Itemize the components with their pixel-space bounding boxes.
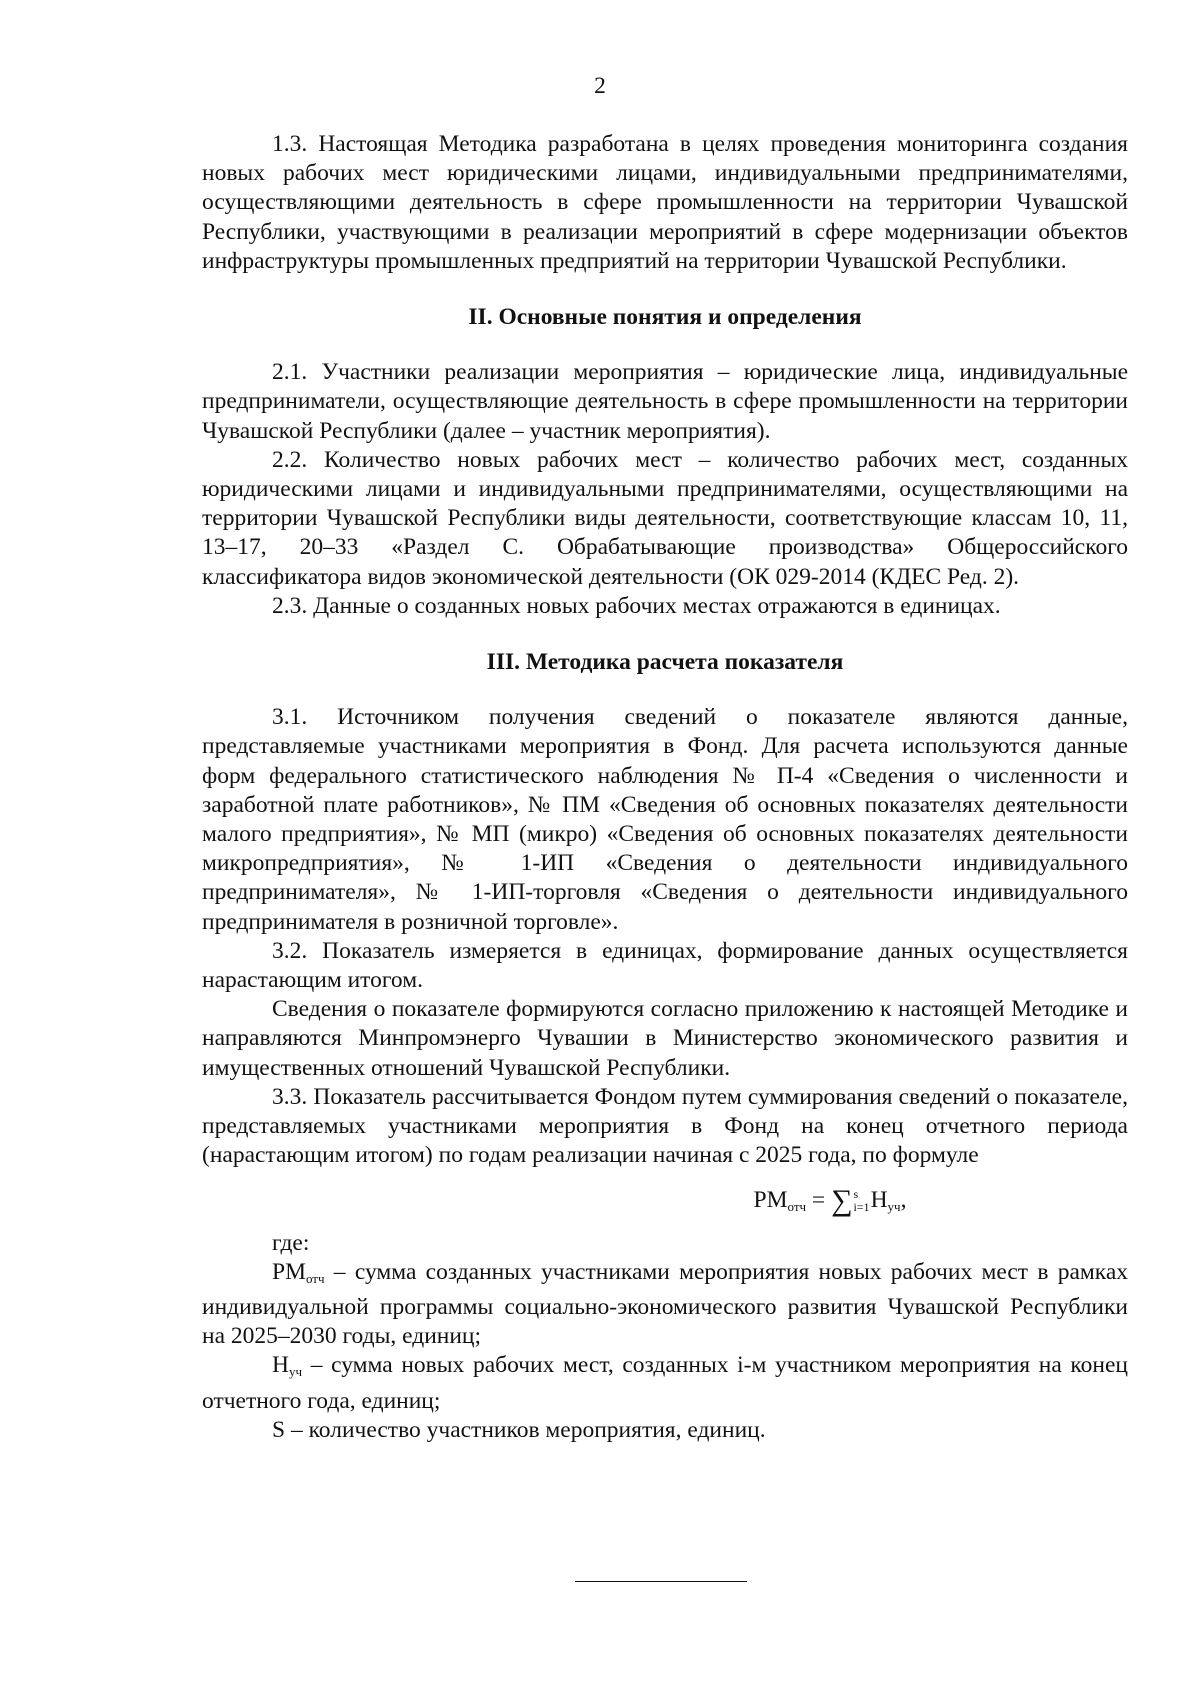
paragraph-3-1: 3.1. Источником получения сведений о показателе являются данные, представляемые участниками мероприятия в Фонд. Для расчета используются данные форм федерального статистического наблюдения № П-4 «Сведения о численности и заработной плате работников», № ПМ «Сведения об основных показателях деятельности малого предприятия», № МП (микро) «Сведения об основных показателях деятельности микропредприятия», № 1-ИП «Сведения о деятельности индивидуального предпринимателя», № 1-ИП-торговля «Сведения о деятельности индивидуального предпринимателя в розничной торговле». — [202, 704, 1128, 935]
formula-rhs-subscript: уч — [887, 1198, 901, 1214]
formula-lhs: РМ — [753, 1186, 788, 1213]
definition-n-symbol: Н — [272, 1352, 289, 1379]
section-2-heading: II. Основные понятия и определения — [468, 304, 862, 331]
end-rule — [575, 1581, 747, 1582]
formula-equals: = — [806, 1186, 832, 1213]
section-3-heading: III. Методика расчета показателя — [486, 649, 844, 676]
formula-sum-limits — [853, 1188, 869, 1214]
formula-lower-limit: i=1 — [853, 1200, 870, 1215]
paragraph-3-2-info: Сведения о показателе формируются согласно приложению к настоящей Методике и направляются Минпромэнерго Чувашии в Министерство экономического развития и имущественных отношений Чувашской Республики. — [202, 996, 1128, 1081]
formula-rhs: Н — [870, 1186, 888, 1213]
paragraph-2-3: 2.3. Данные о созданных новых рабочих местах отражаются в единицах. — [272, 592, 1001, 619]
paragraph-3-2: 3.2. Показатель измеряется в единицах, формирование данных осуществляется нарастающим итогом. — [202, 937, 1128, 994]
definition-rm-subscript: отч — [305, 1270, 325, 1286]
paragraph-2-1: 2.1. Участники реализации мероприятия – юридические лица, индивидуальные предприниматели, осуществляющие деятельность в сфере промышленности на территории Чувашской Республики (далее – участник мероприятия). — [202, 359, 1128, 444]
definition-s: S – количество участников мероприятия, единиц. — [272, 1416, 766, 1443]
formula-tail: , — [900, 1186, 907, 1213]
where-label: где: — [272, 1229, 310, 1256]
formula — [202, 1179, 1128, 1221]
formula-upper-limit: s — [853, 1187, 859, 1202]
page-number: 2 — [594, 73, 606, 99]
document-body — [202, 130, 1128, 1445]
definition-n-subscript: уч — [288, 1364, 303, 1380]
paragraph-3-3: 3.3. Показатель рассчитывается Фондом путем суммирования сведений о показателе, представляемых участниками мероприятия в Фонд на конец отчетного периода (нарастающим итогом) по годам реализации начиная с 2025 года, по формуле — [202, 1083, 1128, 1169]
definition-rm-text: – сумма созданных участниками мероприятия новых рабочих мест в рамках индивидуальной программы социально-экономического развития Чувашской Республики на 2025–2030 годы, единиц; — [202, 1258, 1128, 1350]
paragraph-1-3: 1.3. Настоящая Методика разработана в целях проведения мониторинга создания новых рабочих мест юридическими лицами, индивидуальными предпринимателями, осуществляющими деятельность в сфере промышленности на территории Чувашской Республики, участвующими в реализации мероприятий в сфере модернизации объектов инфраструктуры промышленных предприятий на территории Чувашской Республики. — [202, 131, 1128, 274]
definition-n-text: – сумма новых рабочих мест, созданных i-м участником мероприятия на конец отчетного года, единиц; — [202, 1352, 1128, 1414]
definition-n — [202, 1351, 1128, 1415]
paragraph-2-2: 2.2. Количество новых рабочих мест – количество рабочих мест, созданных юридическими лицами и индивидуальными предпринимателями, осуществляющими на территории Чувашской Республики виды деятельности, соответствующие классам 10, 11, 13–17, 20–33 «Раздел С. Обрабатывающие производства» Общероссийского классификатора видов экономической деятельности (ОК 029-2014 (КДЕС Ред. 2). — [202, 446, 1128, 590]
formula-lhs-subscript: отч — [787, 1198, 807, 1214]
formula-sum-sign: ∑ — [831, 1183, 853, 1217]
definition-rm — [202, 1258, 1128, 1352]
definition-rm-symbol: РМ — [272, 1258, 306, 1285]
